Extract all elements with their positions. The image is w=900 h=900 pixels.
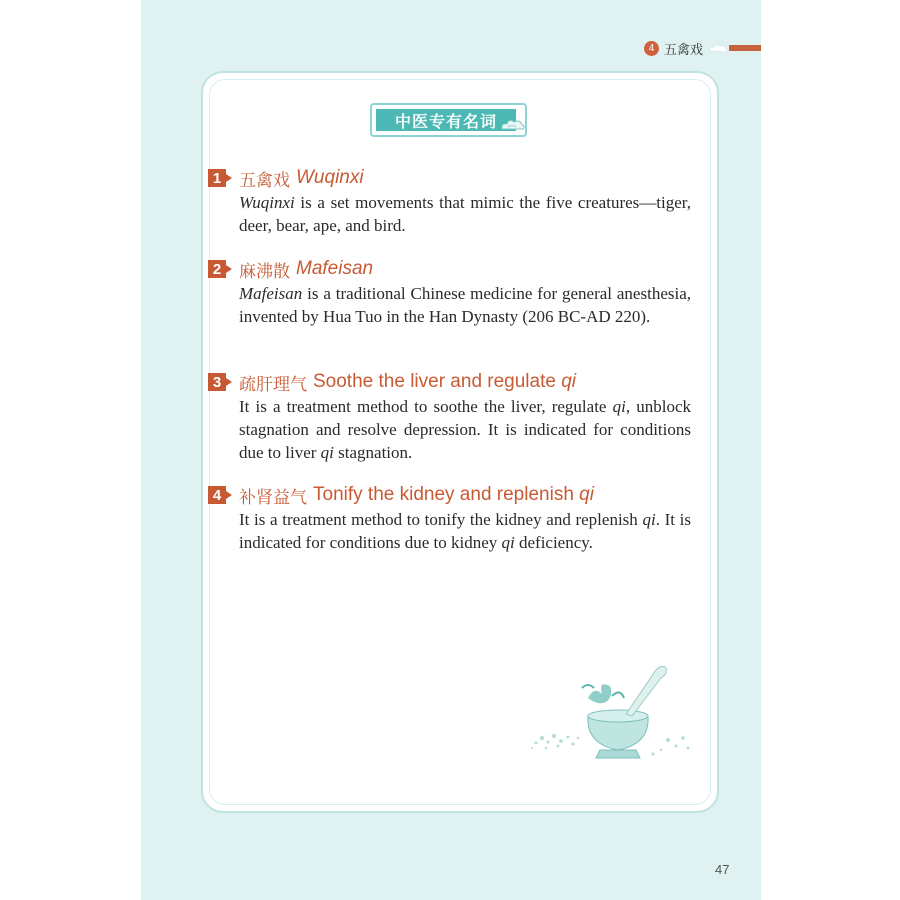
entry-body-text: deficiency. xyxy=(514,533,593,552)
entry-body-text: It is a treatment method to soothe the liver, regulate xyxy=(239,397,613,416)
entry-title-cn: 麻沸散 xyxy=(239,261,290,282)
entry-number-badge: 2 xyxy=(208,260,226,278)
entry-title xyxy=(208,167,708,189)
section-heading-frame xyxy=(370,103,527,137)
entry-body xyxy=(239,191,691,237)
badge-arrow-icon xyxy=(226,378,232,386)
entry-number-badge: 1 xyxy=(208,169,226,187)
entry-body xyxy=(239,395,691,464)
chapter-accent-bar xyxy=(729,45,761,51)
entry-term-qi: qi xyxy=(320,443,334,462)
section-heading: 中医专有名词 xyxy=(376,109,516,131)
entry-title-qi: qi xyxy=(561,371,577,392)
entry-body-text: It is a treatment method to tonify the kidney and replenish xyxy=(239,510,643,529)
entry-body-text: , unblock stagnation and resolve depression. It is indicated for conditions due to liver xyxy=(239,397,691,462)
entry-body-text: is a traditional Chinese medicine for general anesthesia, invented by Hua Tuo in the Han Dynasty (206 BC-AD 220). xyxy=(239,284,691,326)
badge-arrow-icon xyxy=(226,265,232,273)
entry-body xyxy=(239,508,691,554)
glossary-entry-4 xyxy=(208,484,708,554)
entry-body xyxy=(239,282,691,328)
entry-term: Mafeisan xyxy=(239,284,303,303)
glossary-entry-2 xyxy=(208,258,708,328)
entry-body-text: . It is indicated for conditions due to kidney xyxy=(239,510,691,552)
entry-title xyxy=(208,484,708,506)
page-number: 47 xyxy=(715,862,730,877)
entry-title-en: Mafeisan xyxy=(296,258,374,279)
chapter-title: 五禽戏 xyxy=(663,42,703,58)
entry-title-qi: qi xyxy=(579,484,594,505)
entry-title-en: Soothe the liver and regulate xyxy=(313,371,562,392)
glossary-entry-3 xyxy=(208,371,708,464)
entry-body-text: is a set movements that mimic the five creatures—tiger, deer, bear, ape, and bird. xyxy=(239,193,691,235)
chapter-number-badge: 4 xyxy=(644,41,659,56)
entry-term-qi: qi xyxy=(501,533,515,552)
entry-title-en: Wuqinxi xyxy=(296,167,364,188)
entry-body-text: stagnation. xyxy=(333,443,413,462)
mortar-pestle-illustration xyxy=(528,658,698,768)
entry-title-en: Tonify the kidney and replenish xyxy=(313,484,580,505)
badge-arrow-icon xyxy=(226,491,232,499)
entry-number-badge: 3 xyxy=(208,373,226,391)
entry-title-cn: 五禽戏 xyxy=(239,170,290,191)
cloud-icon xyxy=(500,117,526,131)
entry-term-qi: qi xyxy=(612,397,626,416)
glossary-entry-1 xyxy=(208,167,708,237)
entry-term: Wuqinxi xyxy=(239,193,295,212)
entry-term-qi: qi xyxy=(642,510,656,529)
badge-arrow-icon xyxy=(226,174,232,182)
chapter-header xyxy=(644,38,761,58)
entry-title xyxy=(208,258,708,280)
entry-title-cn: 疏肝理气 xyxy=(239,374,307,395)
entry-title xyxy=(208,371,708,393)
entry-number-badge: 4 xyxy=(208,486,226,504)
cloud-icon xyxy=(707,43,729,53)
entry-title-cn: 补肾益气 xyxy=(239,487,307,508)
